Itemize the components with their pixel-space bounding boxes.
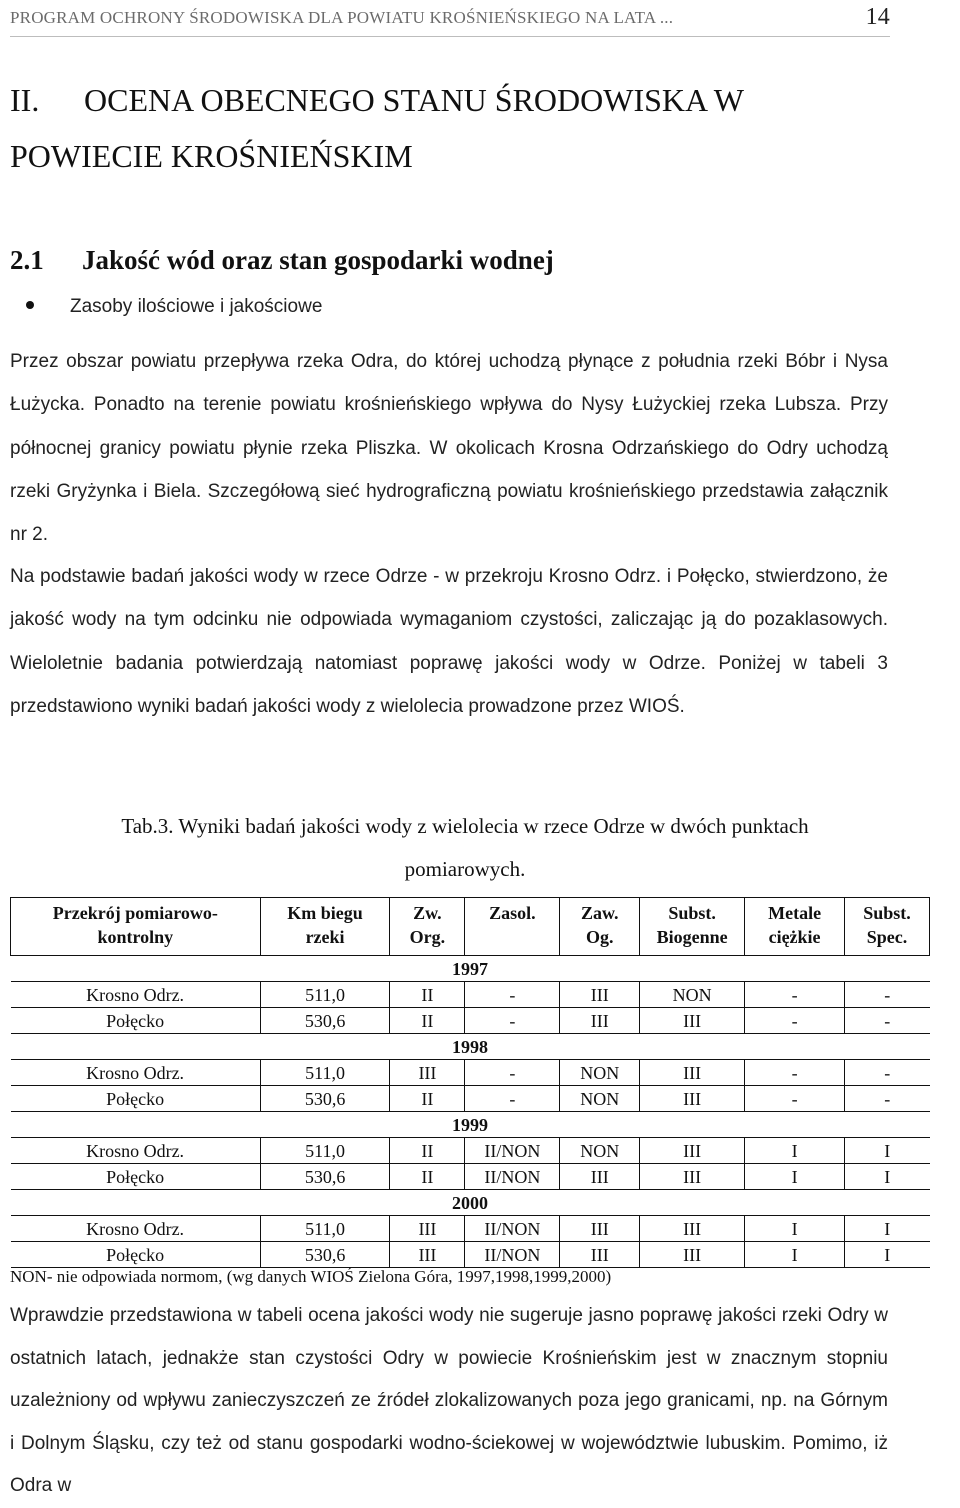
table-row xyxy=(11,1138,930,1164)
table-cell: NON xyxy=(640,982,745,1008)
table-cell: II xyxy=(390,1086,465,1112)
table-cell: Krosno Odrz. xyxy=(11,1216,261,1242)
table-cell: 511,0 xyxy=(260,1060,390,1086)
table-cell: Krosno Odrz. xyxy=(11,982,261,1008)
table-cell: NON xyxy=(560,1138,640,1164)
table-cell: I xyxy=(845,1138,930,1164)
table-cell: 530,6 xyxy=(260,1164,390,1190)
paragraph-3: Wprawdzie przedstawiona w tabeli ocena jakości wody nie sugeruje jasno poprawę jakości rzeki Odry w ostatnich latach, jednakże stan czystości Odry w powiecie Krośnieńskim jest w znacznym stopniu uzależniony od wpływu zanieczyszczeń ze źródeł zlokalizowanych poza jego granicami, np. na Górnym i Dolnym Śląsku, czy też od stanu gospodarki wodno-ściekowej w województwie lubuskim. Pomimo, iż Odra w xyxy=(10,1305,888,1496)
table-cell: NON xyxy=(560,1086,640,1112)
table-cell: Krosno Odrz. xyxy=(11,1138,261,1164)
table-cell: - xyxy=(465,1086,560,1112)
column-header: Subst. Biogenne xyxy=(640,898,745,956)
year-label: 1998 xyxy=(11,1034,930,1060)
table-cell: - xyxy=(845,982,930,1008)
table-cell: III xyxy=(640,1060,745,1086)
table-cell: III xyxy=(560,1242,640,1268)
year-label: 1997 xyxy=(11,956,930,982)
table-cell: 530,6 xyxy=(260,1242,390,1268)
table-cell: II/NON xyxy=(465,1242,560,1268)
table-row xyxy=(11,1086,930,1112)
table-cell: - xyxy=(465,982,560,1008)
bullet-dot-icon xyxy=(26,301,34,309)
table-caption xyxy=(40,805,890,891)
paragraph-1: Przez obszar powiatu przepływa rzeka Odra, do której uchodzą płynące z południa rzeki Bóbr i Nysa Łużycka. Ponadto na terenie powiatu krośnieńskiego wpływa do Nysy Łużyckiej rzeka Lubsza. Przy północnej granicy powiatu płynie rzeka Pliszka. W okolicach Krosna Odrzańskiego do Odry uchodzą rzeki Gryżynka i Biela. Szczegółową sieć hydrograficzną powiatu krośnieńskiego przedstawia załącznik nr 2. xyxy=(10,351,888,546)
year-row xyxy=(11,1112,930,1138)
table-cell: - xyxy=(845,1060,930,1086)
year-label: 1999 xyxy=(11,1112,930,1138)
table-row xyxy=(11,1060,930,1086)
section-heading xyxy=(10,245,554,276)
year-row xyxy=(11,1034,930,1060)
table-cell: III xyxy=(390,1242,465,1268)
table-cell: III xyxy=(560,1008,640,1034)
table-cell: Krosno Odrz. xyxy=(11,1060,261,1086)
chapter-title-line2: POWIECIE KROŚNIEŃSKIM xyxy=(10,138,413,174)
table-cell: I xyxy=(845,1164,930,1190)
table-cell: - xyxy=(465,1008,560,1034)
table-cell: III xyxy=(640,1164,745,1190)
paragraph-2: Na podstawie badań jakości wody w rzece Odrze - w przekroju Krosno Odrz. i Połęcko, stwierdzono, że jakość wody na tym odcinku nie odpowiada wymaganiom czystości, zaliczając ją do pozaklasowych. Wieloletnie badania potwierdzają natomiast poprawę jakości wody w Odrze. Poniżej w tabeli 3 przedstawiono wyniki badań jakości wody z wielolecia prowadzone przez WIOŚ. xyxy=(10,566,888,718)
table-cell: - xyxy=(745,1008,845,1034)
table-cell: I xyxy=(745,1164,845,1190)
table-cell: II/NON xyxy=(465,1164,560,1190)
table-cell: III xyxy=(560,982,640,1008)
table-row xyxy=(11,1216,930,1242)
table-cell: - xyxy=(465,1060,560,1086)
table-cell: 511,0 xyxy=(260,1216,390,1242)
running-header xyxy=(10,6,890,32)
table-cell: - xyxy=(745,982,845,1008)
table-cell: II/NON xyxy=(465,1216,560,1242)
column-header: Km biegu rzeki xyxy=(260,898,390,956)
table-cell: - xyxy=(745,1060,845,1086)
page-number: 14 xyxy=(865,4,890,30)
table-cell: I xyxy=(745,1216,845,1242)
table-footnote: NON- nie odpowiada normom, (wg danych WIOŚ Zielona Góra, 1997,1998,1999,2000) xyxy=(10,1267,612,1286)
table-row xyxy=(11,1242,930,1268)
table-cell: III xyxy=(640,1216,745,1242)
table-cell: III xyxy=(560,1164,640,1190)
table-cell: III xyxy=(640,1008,745,1034)
table-cell: III xyxy=(640,1138,745,1164)
column-header: Zaw. Og. xyxy=(560,898,640,956)
table-row xyxy=(11,1008,930,1034)
column-header: Zw. Org. xyxy=(390,898,465,956)
table-cell: I xyxy=(745,1242,845,1268)
column-header: Przekrój pomiarowo- kontrolny xyxy=(11,898,261,956)
table-cell: III xyxy=(640,1086,745,1112)
header-divider xyxy=(10,36,890,37)
bullet-item xyxy=(10,296,322,318)
column-header: Zasol. xyxy=(465,898,560,956)
table-cell: Połęcko xyxy=(11,1008,261,1034)
table-cell: 530,6 xyxy=(260,1008,390,1034)
table-cell: II xyxy=(390,1138,465,1164)
section-title: Jakość wód oraz stan gospodarki wodnej xyxy=(82,245,554,275)
bullet-text: Zasoby ilościowe i jakościowe xyxy=(70,296,323,317)
year-label: 2000 xyxy=(11,1190,930,1216)
table-row xyxy=(11,982,930,1008)
table-caption-line1: Tab.3. Wyniki badań jakości wody z wielolecia w rzece Odrze w dwóch punktach xyxy=(121,814,809,838)
header-title: PROGRAM OCHRONY ŚRODOWISKA DLA POWIATU KROŚNIEŃSKIEGO NA LATA ... xyxy=(10,8,674,27)
section-number: 2.1 xyxy=(10,245,44,275)
table-cell: Połęcko xyxy=(11,1164,261,1190)
year-row xyxy=(11,1190,930,1216)
column-header: Subst. Spec. xyxy=(845,898,930,956)
chapter-title-line1: OCENA OBECNEGO STANU ŚRODOWISKA W xyxy=(84,82,744,118)
table-row xyxy=(11,1164,930,1190)
table-cell: III xyxy=(560,1216,640,1242)
chapter-heading xyxy=(10,72,890,184)
table-cell: I xyxy=(745,1138,845,1164)
table-cell: III xyxy=(390,1216,465,1242)
table-cell: I xyxy=(845,1216,930,1242)
table-caption-line2: pomiarowych. xyxy=(404,857,526,881)
table-cell: NON xyxy=(560,1060,640,1086)
table-cell: - xyxy=(845,1008,930,1034)
water-quality-table xyxy=(10,897,930,1268)
table-cell: - xyxy=(745,1086,845,1112)
table-header-row xyxy=(11,898,930,956)
table-cell: II xyxy=(390,1164,465,1190)
column-header: Metale ciężkie xyxy=(745,898,845,956)
table-cell: - xyxy=(845,1086,930,1112)
table-cell: II/NON xyxy=(465,1138,560,1164)
table-cell: 530,6 xyxy=(260,1086,390,1112)
table-cell: I xyxy=(845,1242,930,1268)
table-cell: 511,0 xyxy=(260,982,390,1008)
table-cell: III xyxy=(390,1060,465,1086)
table-cell: Połęcko xyxy=(11,1086,261,1112)
table-cell: II xyxy=(390,982,465,1008)
table-cell: III xyxy=(640,1242,745,1268)
table-cell: Połęcko xyxy=(11,1242,261,1268)
table-cell: 511,0 xyxy=(260,1138,390,1164)
table-cell: II xyxy=(390,1008,465,1034)
chapter-number: II. xyxy=(10,82,40,118)
year-row xyxy=(11,956,930,982)
